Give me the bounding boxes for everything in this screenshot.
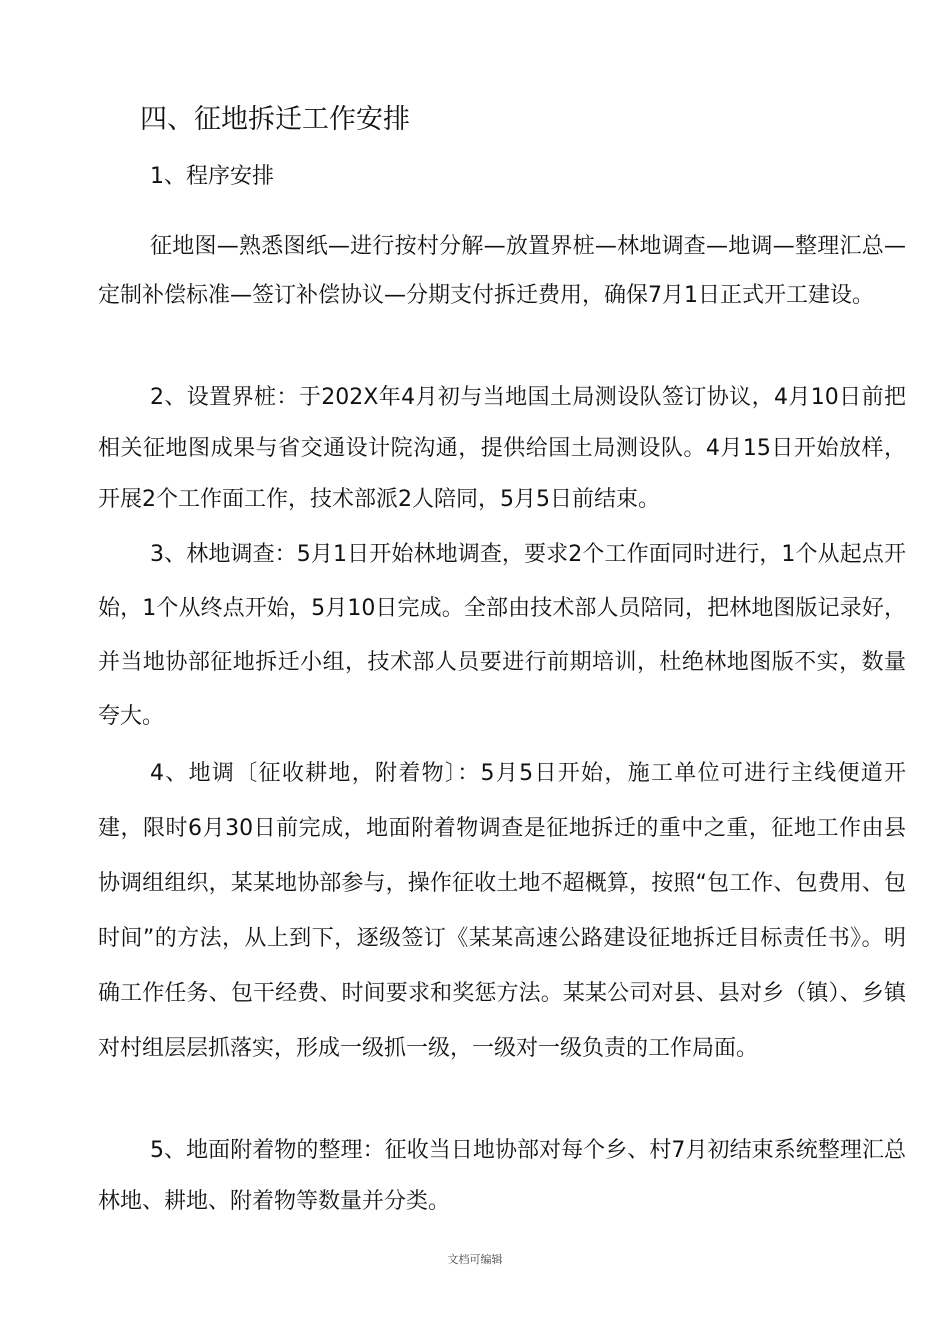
section-heading: 四、征地拆迁工作安排 bbox=[140, 104, 410, 135]
paragraph-forest-survey: 3、林地调查：5月1日开始林地调查，要求2个工作面同时进行，1个从起点开始，1个从终点开始，5月10日完成。全部由技术部人员陪同，把林地图版记录好，并当地协部征地拆迁小组，技术部人员要进行前期培训，杜绝林地图版不实，数量夸大。 bbox=[98, 542, 906, 729]
paragraph-land-survey: 4、地调〔征收耕地，附着物〕：5月5日开始，施工单位可进行主线便道开建，限时6月30日前完成，地面附着物调查是征地拆迁的重中之重，征地工作由县协调组组织，某某地协部参与，操作征收土地不超概算，按照“包工作、包费用、包时间”的方法，从上到下，逐级签订《某某高速公路建设征地拆迁目标责任书》。明确工作任务、包干经费、时间要求和奖惩方法。某某公司对县、县对乡（镇）、乡镇对村组层层抓落实，形成一级抓一级，一级对一级负责的工作局面。 bbox=[98, 761, 906, 1061]
page-footer: 文档可编辑 bbox=[447, 1253, 503, 1266]
subheading-procedure: 1、程序安排 bbox=[150, 164, 274, 189]
paragraph-procedure-steps: 征地图—熟悉图纸—进行按村分解—放置界桩—林地调查—地调—整理汇总—定制补偿标准—签订补偿协议—分期支付拆迁费用，确保7月1日正式开工建设。 bbox=[98, 234, 906, 308]
paragraph-attachment-arrangement: 5、地面附着物的整理：征收当日地协部对每个乡、村7月初结束系统整理汇总林地、耕地、附着物等数量并分类。 bbox=[98, 1138, 906, 1214]
paragraph-boundary-stakes: 2、设置界桩：于202X年4月初与当地国土局测设队签订协议，4月10日前把相关征地图成果与省交通设计院沟通，提供给国土局测设队。4月15日开始放样，开展2个工作面工作，技术部派2人陪同，5月5日前结束。 bbox=[98, 385, 906, 512]
